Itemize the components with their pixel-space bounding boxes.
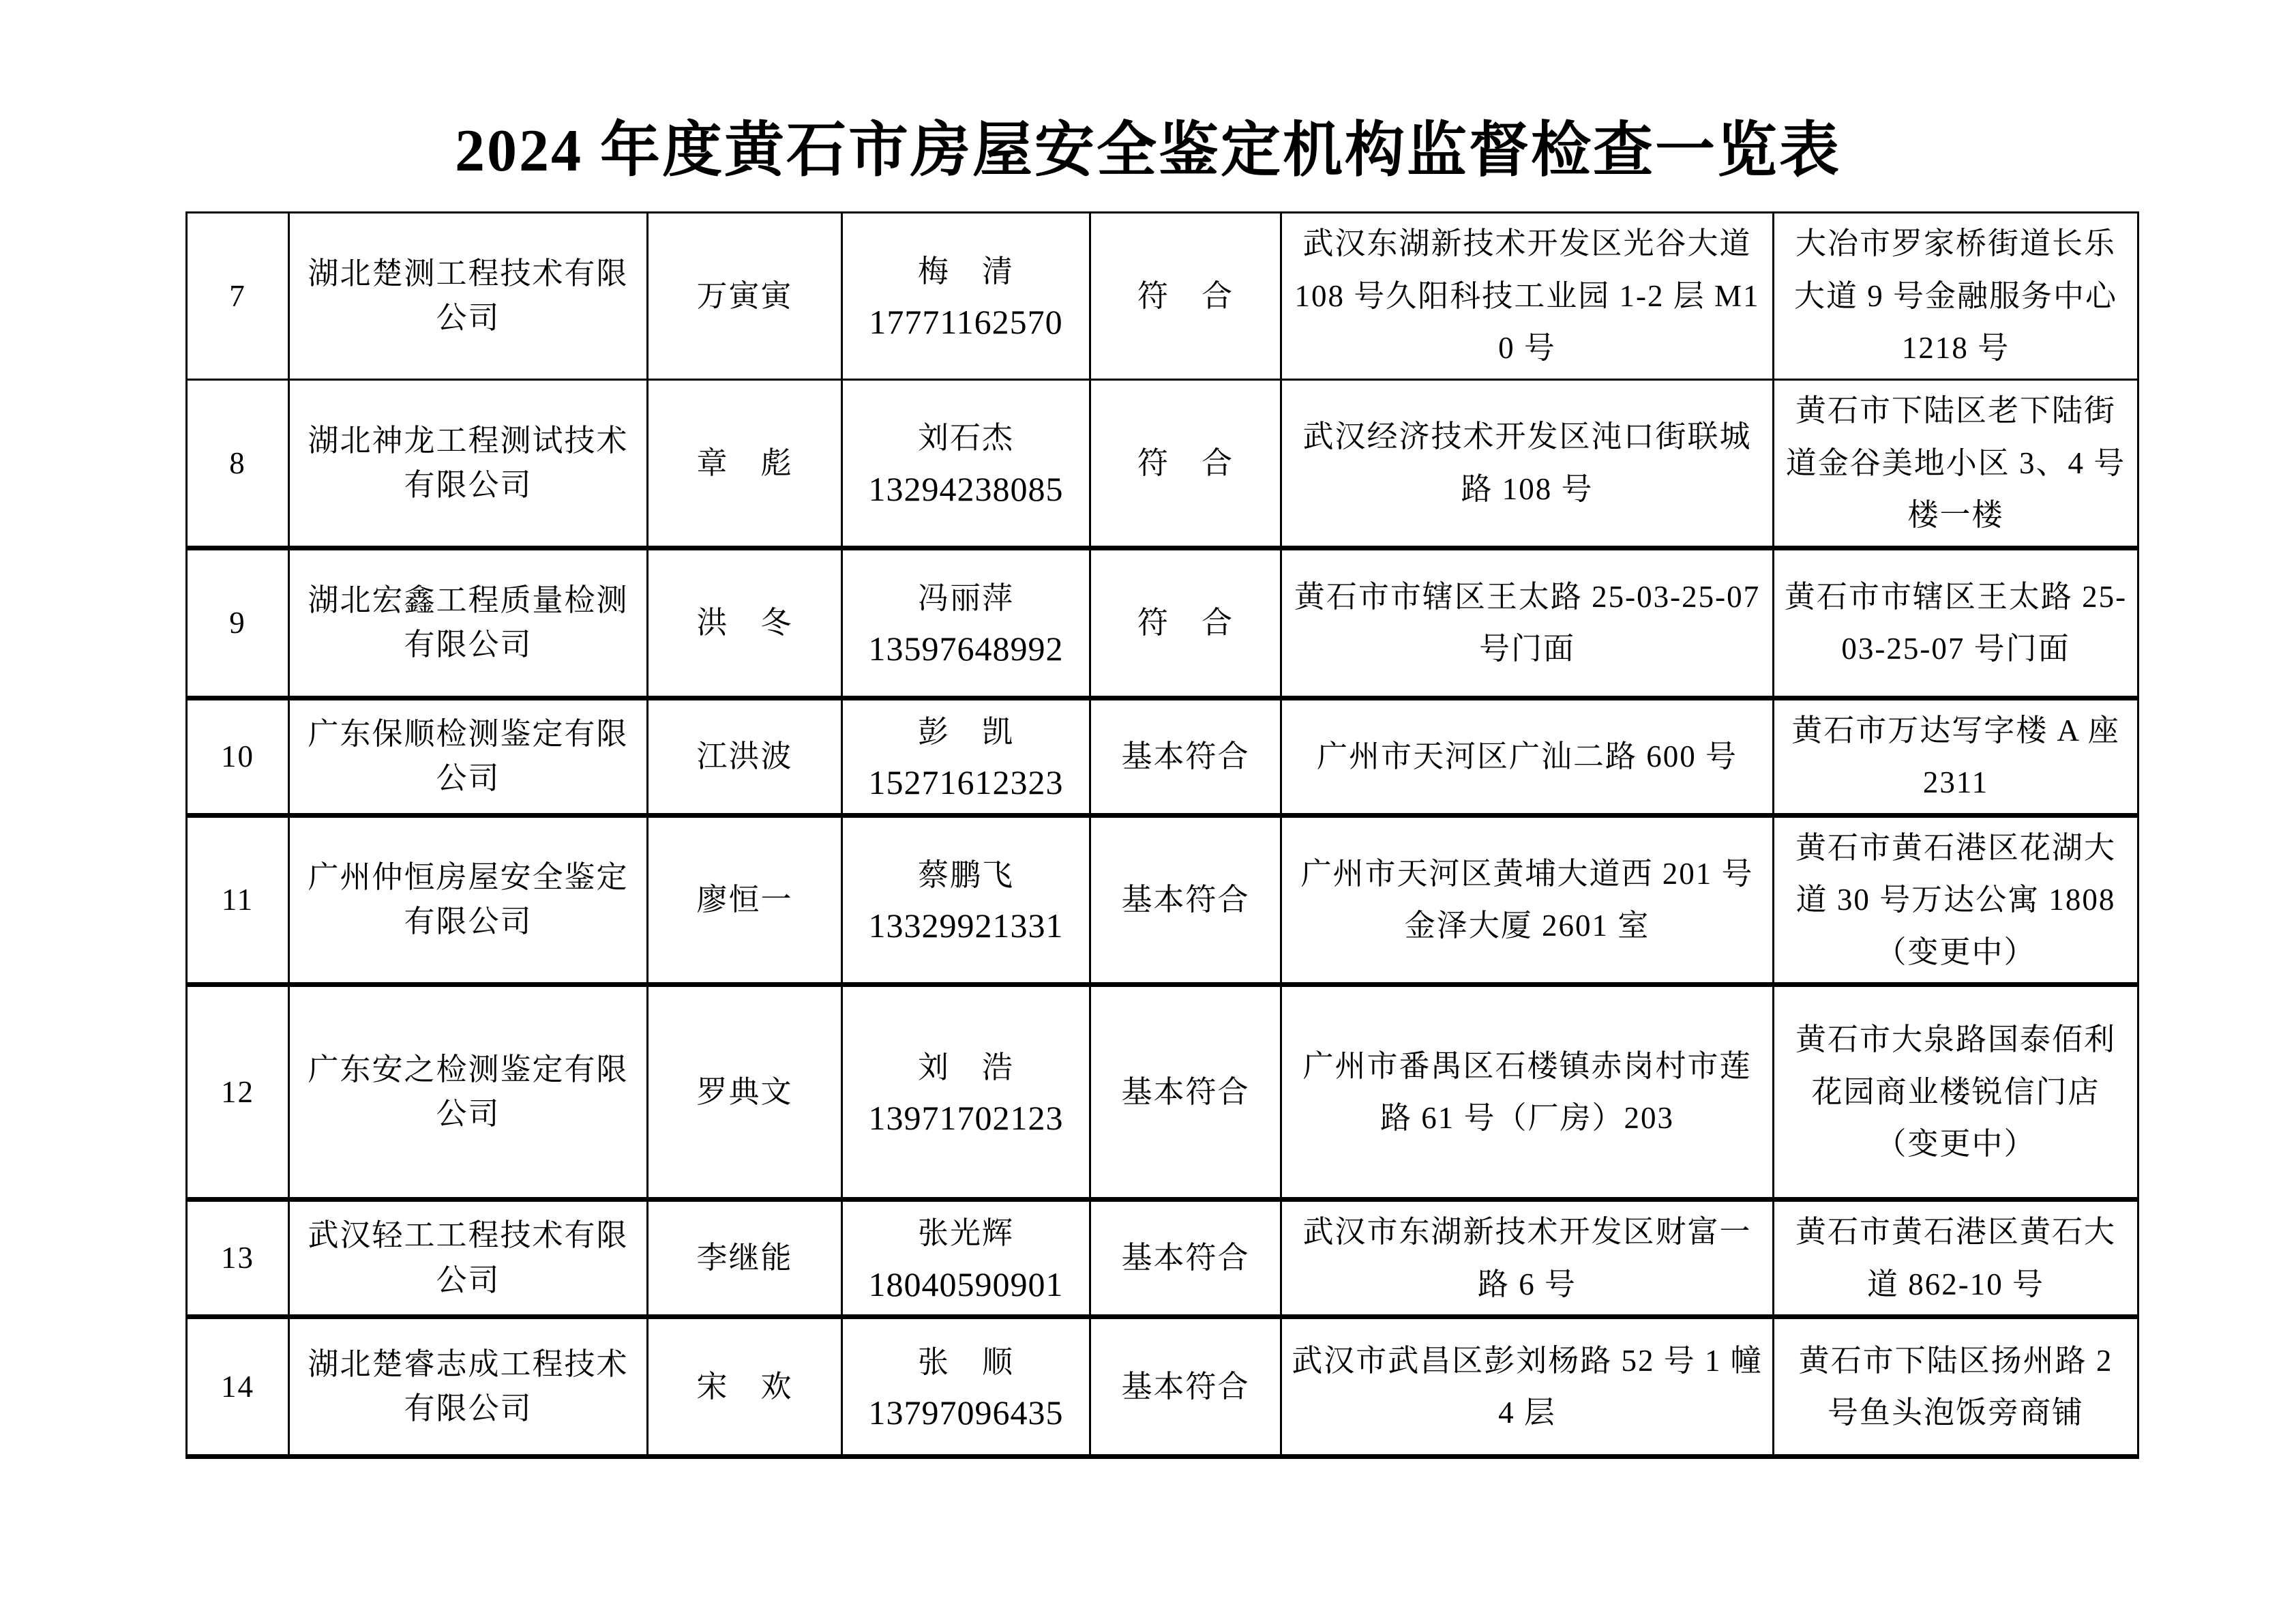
contact-name: 张 顺 [917,1344,1014,1379]
company-cell [289,698,648,815]
contact-cell [842,213,1090,380]
table-row [187,985,2138,1200]
result-cell: 基本符合 [1090,815,1281,985]
registered-address-cell: 武汉市东湖新技术开发区财富一路 6 号 [1281,1200,1774,1317]
legal-person-cell: 万寅寅 [648,213,842,380]
registered-address-cell: 广州市天河区黄埔大道西 201 号金泽大厦 2601 室 [1281,815,1774,985]
legal-person-cell: 江洪波 [648,698,842,815]
contact-phone: 13971702123 [868,1099,1064,1137]
registered-address-cell: 广州市番禺区石楼镇赤岗村市莲路 61 号（厂房）203 [1281,985,1774,1200]
contact-cell [842,1200,1090,1317]
table-row [187,1317,2138,1457]
row-number-cell: 10 [187,698,289,815]
legal-person-cell: 宋 欢 [648,1317,842,1457]
legal-person-cell: 章 彪 [648,380,842,548]
contact-name: 彭 凯 [917,714,1014,749]
contact-name: 张光辉 [917,1216,1014,1250]
table-row [187,698,2138,815]
table-row [187,815,2138,985]
office-address-cell: 黄石市市辖区王太路 25-03-25-07 号门面 [1774,548,2138,698]
office-address-cell: 黄石市大泉路国泰佰利花园商业楼锐信门店（变更中） [1774,985,2138,1200]
registered-address-cell: 武汉市武昌区彭刘杨路 52 号 1 幢 4 层 [1281,1317,1774,1457]
table-row [187,1200,2138,1317]
table-row [187,548,2138,698]
contact-name: 梅 清 [917,254,1014,289]
legal-person-cell: 李继能 [648,1200,842,1317]
company-name: 广州仲恒房屋安全鉴定有限公司 [308,860,629,939]
contact-cell [842,548,1090,698]
company-name: 湖北宏鑫工程质量检测有限公司 [308,582,629,662]
contact-name: 刘石杰 [917,421,1014,456]
contact-name: 冯丽萍 [917,580,1014,615]
contact-name: 刘 浩 [917,1050,1014,1084]
contact-phone: 13797096435 [868,1393,1064,1432]
company-cell [289,548,648,698]
company-name: 湖北楚睿志成工程技术有限公司 [308,1346,629,1426]
legal-person-cell: 廖恒一 [648,815,842,985]
legal-person-cell: 洪 冬 [648,548,842,698]
table-row [187,213,2138,380]
row-number-cell: 8 [187,380,289,548]
result-cell: 基本符合 [1090,985,1281,1200]
contact-phone: 13329921331 [868,906,1064,945]
result-cell: 基本符合 [1090,698,1281,815]
inspection-table [185,211,2139,1459]
contact-name: 蔡鹏飞 [917,857,1014,892]
company-cell [289,1200,648,1317]
company-name: 武汉轻工工程技术有限公司 [308,1218,629,1297]
company-cell [289,985,648,1200]
result-cell: 符 合 [1090,548,1281,698]
result-cell: 基本符合 [1090,1200,1281,1317]
company-cell [289,1317,648,1457]
result-cell: 基本符合 [1090,1317,1281,1457]
registered-address-cell: 武汉东湖新技术开发区光谷大道 108 号久阳科技工业园 1-2 层 M10 号 [1281,213,1774,380]
office-address-cell: 黄石市黄石港区花湖大道 30 号万达公寓 1808（变更中） [1774,815,2138,985]
row-number-cell: 11 [187,815,289,985]
row-number-cell: 14 [187,1317,289,1457]
legal-person-cell: 罗典文 [648,985,842,1200]
row-number-cell: 9 [187,548,289,698]
contact-cell [842,815,1090,985]
company-cell [289,213,648,380]
result-cell: 符 合 [1090,213,1281,380]
office-address-cell: 黄石市黄石港区黄石大道 862-10 号 [1774,1200,2138,1317]
company-name: 广东保顺检测鉴定有限公司 [308,716,629,795]
company-cell [289,815,648,985]
contact-phone: 17771162570 [869,303,1063,341]
row-number-cell: 7 [187,213,289,380]
contact-cell [842,698,1090,815]
table-row [187,380,2138,548]
office-address-cell: 黄石市下陆区老下陆街道金谷美地小区 3、4 号楼一楼 [1774,380,2138,548]
result-cell: 符 合 [1090,380,1281,548]
registered-address-cell: 广州市天河区广汕二路 600 号 [1281,698,1774,815]
contact-cell [842,985,1090,1200]
row-number-cell: 13 [187,1200,289,1317]
office-address-cell: 大冶市罗家桥街道长乐大道 9 号金融服务中心 1218 号 [1774,213,2138,380]
contact-phone: 13597648992 [868,630,1064,668]
company-name: 湖北神龙工程测试技术有限公司 [308,423,629,502]
contact-phone: 18040590901 [868,1265,1064,1303]
company-cell [289,380,648,548]
company-name: 湖北楚测工程技术有限公司 [308,256,629,335]
contact-phone: 15271612323 [868,763,1064,801]
contact-phone: 13294238085 [868,469,1064,508]
contact-cell [842,1317,1090,1457]
contact-cell [842,380,1090,548]
row-number-cell: 12 [187,985,289,1200]
office-address-cell: 黄石市万达写字楼 A 座 2311 [1774,698,2138,815]
company-name: 广东安之检测鉴定有限公司 [308,1052,629,1131]
page-title: 2024 年度黄石市房屋安全鉴定机构监督检查一览表 [454,118,1841,184]
registered-address-cell: 武汉经济技术开发区沌口街联城路 108 号 [1281,380,1774,548]
registered-address-cell: 黄石市市辖区王太路 25-03-25-07 号门面 [1281,548,1774,698]
office-address-cell: 黄石市下陆区扬州路 2 号鱼头泡饭旁商铺 [1774,1317,2138,1457]
